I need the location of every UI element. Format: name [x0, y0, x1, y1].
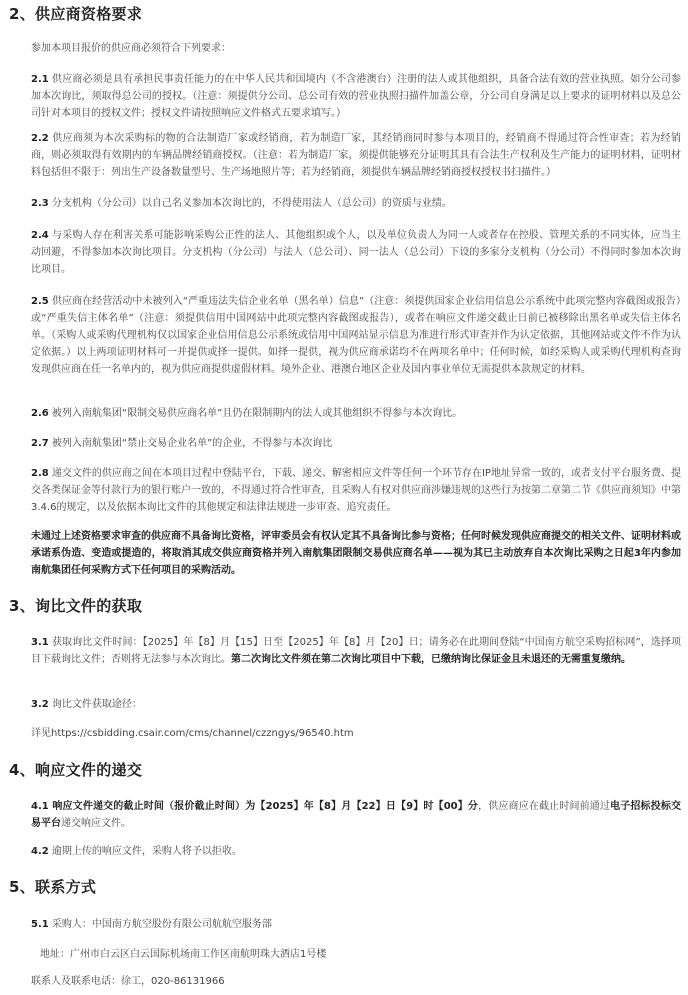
section-title-qualifications: 2、供应商资格要求	[9, 5, 143, 23]
item-text-end: 递交响应文件。	[61, 818, 131, 829]
item-number: 2.6	[31, 408, 49, 419]
item-text: 递交文件的供应商之间在本项目过程中登陆平台，下载、递交、解密相应文件等任何一个环节存在IP地址异常一致的，或者支付平台服务费、提交各类保证金等付款行为的银行账户一致的，不得通过符合性审查，且采购人有权对供应商涉嫌违规的这些行为按第二章第二节《供应商须知》中第3.4.6的规定，以及依据本询比文件的其他规定和法律法规进一步审查、追究责任。	[31, 468, 681, 513]
item-text: 询比文件获取途径：	[48, 699, 142, 710]
item-number: 2.3	[31, 198, 49, 209]
item-text: 获取询比文件时间：【2025】年【8】月【15】日至【2025】年【8】月【20】日；请务必在此期间登陆“中国南方航空采购招标网”，选择项目下载询比文件；否则将无法参与本次询比。	[31, 637, 681, 665]
submission-item-4-1	[31, 798, 681, 832]
platform-name: 电子招标投标交易平台	[31, 801, 682, 829]
qualification-intro: 参加本项目报价的供应商必须符合下列要求：	[31, 43, 231, 54]
item-number: 4.1	[31, 801, 49, 812]
item-number: 3.1	[31, 637, 49, 648]
item-bold-text: 第二次询比文件须在第二次询比项目中下载，已缴纳询比保证金且未退还的无需重复缴纳。	[231, 654, 631, 665]
item-text: 被列入南航集团“限制交易供应商名单”且仍在限制期内的法人或其他组织不得参与本次询比。	[48, 408, 463, 419]
qualification-item-2-3	[31, 195, 681, 212]
item-text: 逾期上传的响应文件，采购人将予以拒收。	[48, 846, 242, 857]
contact-address: 地址：广州市白云区白云国际机场南工作区南航明珠大酒店1号楼	[40, 949, 327, 960]
item-text: 供应商必须是具有承担民事责任能力的在中华人民共和国境内（不含港澳台）注册的法人或其他组织，具备合法有效的营业执照。如分公司参加本次询比，须取得总公司的授权。（注意：须提供分公司、总公司有效的营业执照扫描件加盖公章，分公司自身满足以上要求的证明材料以及总公司针对本项目的授权文件；授权文件请按照响应文件格式五要求填写。）	[31, 74, 681, 119]
item-text: 分支机构（分公司）以自己名义参加本次询比的，不得使用法人（总公司）的资质与业绩。	[48, 198, 452, 209]
item-number: 2.5	[31, 296, 49, 307]
item-text: 采购人：中国南方航空股份有限公司航航空服务部	[48, 919, 272, 930]
contact-item-5-1	[31, 916, 681, 933]
submission-item-4-2	[31, 843, 681, 860]
qualification-item-2-5	[31, 293, 681, 378]
item-text: 供应商在经营活动中未被列入“严重违法失信企业名单（黑名单）信息”（注意：须提供国家企业信用信息公示系统中此项完整内容截图或报告）或“严重失信主体名单”（注意：须提供信用中国网站中此项完整内容截图或报告），或者在响应文件递交截止日前已被移除出黑名单或失信主体名单。（采购人或采购代理机构仅以国家企业信用信息公示系统或信用中国网站显示信息为准进行形式审查并作为认定依据，其他网站或文件不作为认定依据。）以上两项证明材料可一并提供或择一提供。如择一提供，视为供应商承诺均不在两项名单中；任何时候，如经采购人或采购代理机构查询发现供应商在任一名单内的，视为供应商提供虚假材料。境外企业、港澳台地区企业及国内事业单位无需提供本款规定的材料。	[31, 296, 681, 375]
item-text: 被列入南航集团“禁止交易企业名单”的企业，不得参与本次询比	[48, 438, 333, 449]
item-number: 2.8	[31, 468, 49, 479]
item-text: ，供应商应在截止时间前通过	[478, 801, 611, 812]
qualification-item-2-2	[31, 130, 681, 181]
item-text: 供应商须为本次采购标的物的合法制造厂家或经销商，若为制造厂家，其经销商同时参与本项目的，经销商不得通过符合性审查；若为经销商，则必须取得有效期内的车辆品牌经销商授权。（注意：若为制造厂家，须提供能够充分证明其具有合法生产权利及生产能力的证明材料，证明材料包括但不限于：列出生产设备数量型号、生产场地照片等；若为经销商，须提供车辆品牌经销商授权授权书扫描件。）	[31, 133, 681, 178]
qualification-notice: 未通过上述资格要求审查的供应商不具备询比资格，评审委员会有权认定其不具备询比参与资格；任何时候发现供应商提交的相关文件、证明材料或承诺系伪造、变造或提造的，将取消其成交供应商资格并列入南航集团限制交易供应商名单——视为其已主动放弃自本次询比采购之日起3年内参加南航集团任何采购方式下任何项目的采购活动。	[31, 531, 681, 576]
deadline-text: 响应文件递交的截止时间（报价截止时间）为【2025】年【8】月【22】日【9】时【00】分	[48, 801, 479, 812]
item-number: 2.2	[31, 133, 49, 144]
qualification-item-2-7	[31, 435, 681, 452]
qualification-item-2-6	[31, 405, 681, 422]
obtain-item-3-2	[31, 696, 681, 713]
obtain-item-3-1	[31, 634, 681, 668]
item-number: 2.7	[31, 438, 49, 449]
qualification-item-2-8	[31, 465, 681, 516]
item-text: 与采购人存在利害关系可能影响采购公正性的法人、其他组织或个人，以及单位负责人为同一人或者存在控股、管理关系的不同实体，应当主动回避，不得参加本次询比项目。分支机构（分公司）与法人（总公司）、同一法人（总公司）下设的多家分支机构（分公司）不得同时参加本次询比项目。	[31, 230, 681, 275]
item-number: 4.2	[31, 846, 49, 857]
section-title-contact: 5、联系方式	[9, 878, 97, 896]
qualification-item-2-1	[31, 71, 681, 122]
item-number: 3.2	[31, 699, 49, 710]
item-number: 2.4	[31, 230, 49, 241]
qualification-item-2-4	[31, 227, 681, 278]
item-number: 5.1	[31, 919, 49, 930]
item-number: 2.1	[31, 74, 49, 85]
contact-person-phone: 联系人及联系电话：徐工，020-86131966	[31, 976, 225, 987]
section-title-obtain-documents: 3、询比文件的获取	[9, 597, 143, 615]
document-download-link[interactable]: 详见https://csbidding.csair.com/cms/channel/czzngys/96540.htm	[31, 728, 354, 739]
section-title-submission: 4、响应文件的递交	[9, 761, 143, 779]
